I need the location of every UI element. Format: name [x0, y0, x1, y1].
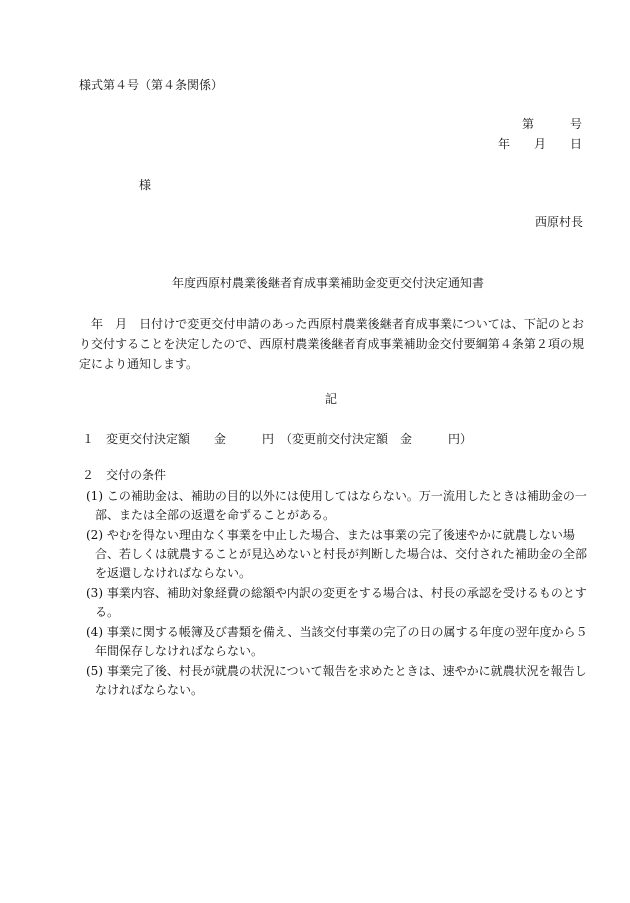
ki-heading: 記	[325, 392, 338, 406]
item-2-heading: ２ 交付の条件	[82, 468, 167, 482]
condition-5: (5) 事業完了後、村長が就農の状況について報告を求めたときは、速やかに就農状況を報告しなければならない。	[86, 664, 587, 697]
body-paragraph: 年 月 日付けで変更交付申請のあった西原村農業後継者育成事業については、下記のとおり交付することを決定したので、西原村農業後継者育成事業補助金交付要綱第４条第２項の規定により通知します。	[79, 317, 584, 371]
issue-date: 年 月 日	[498, 137, 583, 151]
addressee-honorific: 様	[139, 178, 152, 192]
condition-1: (1) この補助金は、補助の目的以外には使用してはならない。万一流用したときは補助金の一部、または全部の返還を命ずることがある。	[86, 489, 587, 522]
form-label: 様式第４号（第４条関係）	[79, 78, 224, 92]
condition-4: (4) 事業に関する帳簿及び書類を備え、当該交付事業の完了の日の属する年度の翌年度から５年間保存しなければならない。	[86, 625, 588, 658]
condition-2: (2) やむを得ない理由なく事業を中止した場合、または事業の完了後速やかに就農しない場合、若しくは就農することが見込めないと村長が判断した場合は、交付された補助金の全部を返還しなければならない。	[86, 528, 588, 580]
condition-3: (3) 事業内容、補助対象経費の総額や内訳の変更をする場合は、村長の承認を受けるものとする。	[86, 586, 587, 619]
issuer-name: 西原村長	[535, 215, 584, 229]
item-1-grant-amount: １ 変更交付決定額 金 円 （変更前交付決定額 金 円）	[82, 432, 473, 446]
document-title: 年度西原村農業後継者育成事業補助金変更交付決定通知書	[172, 276, 485, 290]
document-number: 第 号	[522, 117, 583, 131]
